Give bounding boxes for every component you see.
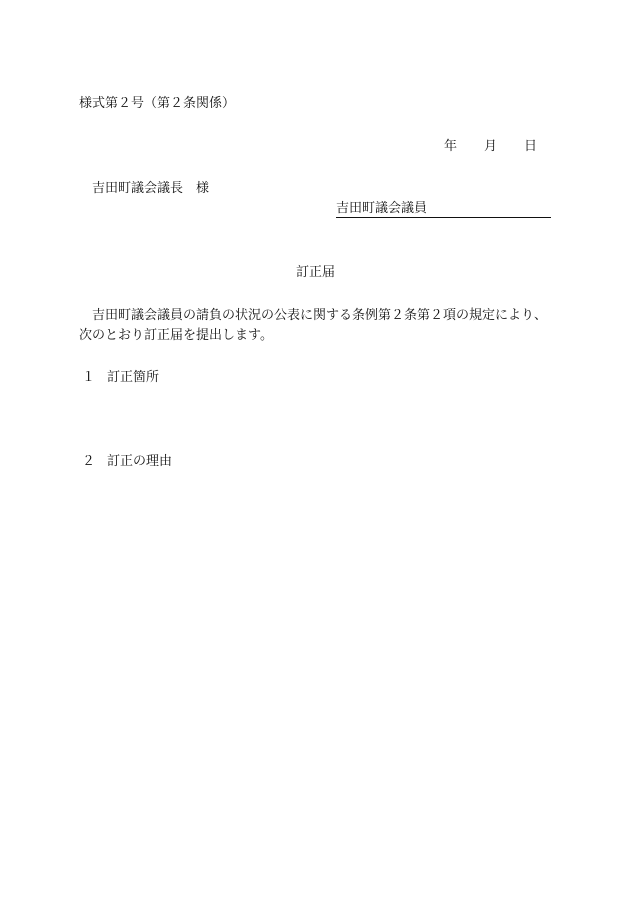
- item-label: 訂正箇所: [107, 370, 160, 385]
- month-label: 月: [484, 139, 498, 154]
- document-title: 訂正届: [296, 265, 336, 280]
- addressee: 吉田町議会議長 様: [92, 181, 210, 196]
- submitter-label: 吉田町議会議員: [336, 201, 428, 216]
- date-line: [444, 140, 537, 153]
- item-number: ２: [82, 454, 96, 469]
- body-text: [79, 306, 559, 346]
- form-number: 様式第２号（第２条関係）: [79, 96, 236, 111]
- body-line-2: 次のとおり訂正届を提出します。: [79, 328, 273, 343]
- item-label: 訂正の理由: [107, 454, 173, 469]
- year-label: 年: [444, 139, 458, 154]
- item-correction-location: [82, 371, 159, 384]
- item-number: １: [82, 370, 96, 385]
- submitter-line: [336, 202, 551, 218]
- item-correction-reason: [82, 455, 172, 468]
- body-line-1: 吉田町議会議員の請負の状況の公表に関する条例第２条第２項の規定により、: [92, 308, 548, 323]
- day-label: 日: [524, 139, 538, 154]
